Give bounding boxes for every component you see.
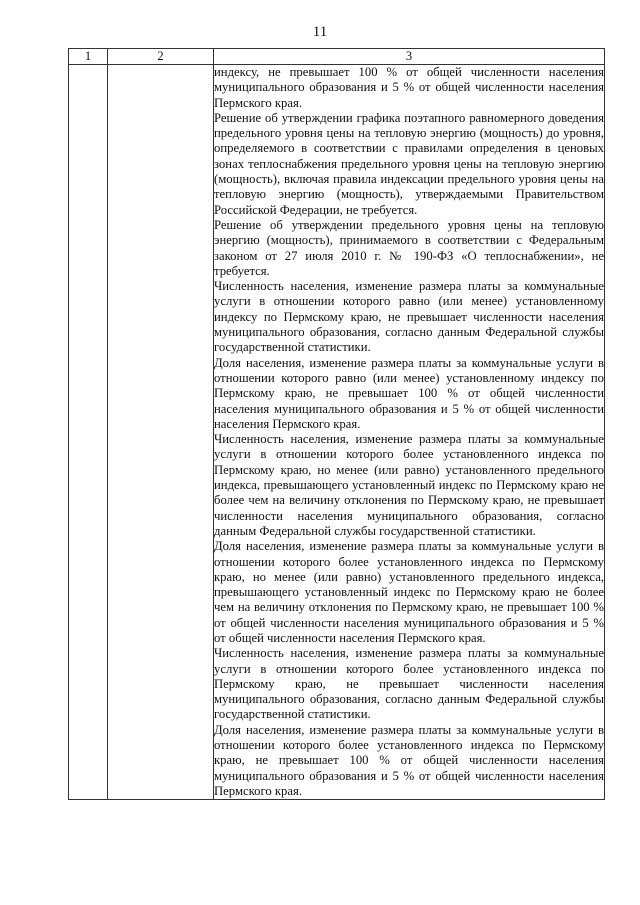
table-row [69, 65, 605, 800]
cell-column-3 [214, 65, 605, 800]
paragraph-2: Решение об утверждении графика поэтапного равномерного доведения предельного уровня цены на тепловую энергию (мощность) до уровня, определяемого в соответствии с правилами определения в ценовых зонах теплоснабжения предельного уровня цены на тепловую энергию (мощность), включая правила индексации предельного уровня цены на тепловую энергию (мощность), утверждаемыми Правительством Российской Федерации, не требуется. [214, 110, 604, 217]
paragraph-8: Численность населения, изменение размера платы за коммунальные услуги в отношении которого более установленного индекса по Пермскому краю, не превышает численности населения муниципального образования, согласно данным Федеральной службы государственной статистики. [214, 646, 604, 722]
paragraph-6: Численность населения, изменение размера платы за коммунальные услуги в отношении которого более установленного индекса по Пермскому краю, но менее (или равно) установленного предельного индекса, превышающего установленный индекс по Пермскому краю не более чем на величину отклонения по Пермскому краю, не превышает численности населения муниципального образования, согласно данным Федеральной службы государственной статистики. [214, 432, 604, 538]
page-number: 11 [312, 24, 328, 40]
paragraph-7: Доля населения, изменение размера платы за коммунальные услуги в отношении которого более установленного индекса по Пермскому краю, но менее (или равно) установленного предельного индекса, превышающего установленный индекс по Пермскому краю не более чем на величину отклонения по Пермскому краю, не превышает 100 % от общей численности населения муниципального образования и 5 % от общей численности населения Пермского края. [214, 539, 604, 645]
cell-column-1 [69, 65, 108, 800]
document-table [68, 48, 605, 800]
paragraph-4: Численность населения, изменение размера платы за коммунальные услуги в отношении которого равно (или менее) установленному индексу по Пермскому краю, не превышает численности населения муниципального образования, согласно данным Федеральной службы государственной статистики. [214, 279, 604, 355]
paragraph-1: индексу, не превышает 100 % от общей численности населения муниципального образования и 5 % от общей численности населения Пермского края. [214, 65, 604, 110]
paragraph-3: Решение об утверждении предельного уровня цены на тепловую энергию (мощность), принимаемого в соответствии с Федеральным законом от 27 июля 2010 г. № 190-ФЗ «О теплоснабжении», не требуется. [214, 217, 604, 278]
table-header-row [69, 49, 605, 65]
paragraph-5: Доля населения, изменение размера платы за коммунальные услуги в отношении которого равно (или менее) установленному индексу по Пермскому краю, не превышает 100 % от общей численности населения муниципального образования и 5 % от общей численности населения Пермского края. [214, 355, 604, 431]
column-header-2: 2 [108, 49, 214, 65]
paragraph-9: Доля населения, изменение размера платы за коммунальные услуги в отношении которого более установленного индекса по Пермскому краю, не превышает 100 % от общей численности населения муниципального образования и 5 % от общей численности населения Пермского края. [214, 722, 604, 798]
column-header-1: 1 [69, 49, 108, 65]
cell-column-2 [108, 65, 214, 800]
column-header-3: 3 [214, 49, 605, 65]
